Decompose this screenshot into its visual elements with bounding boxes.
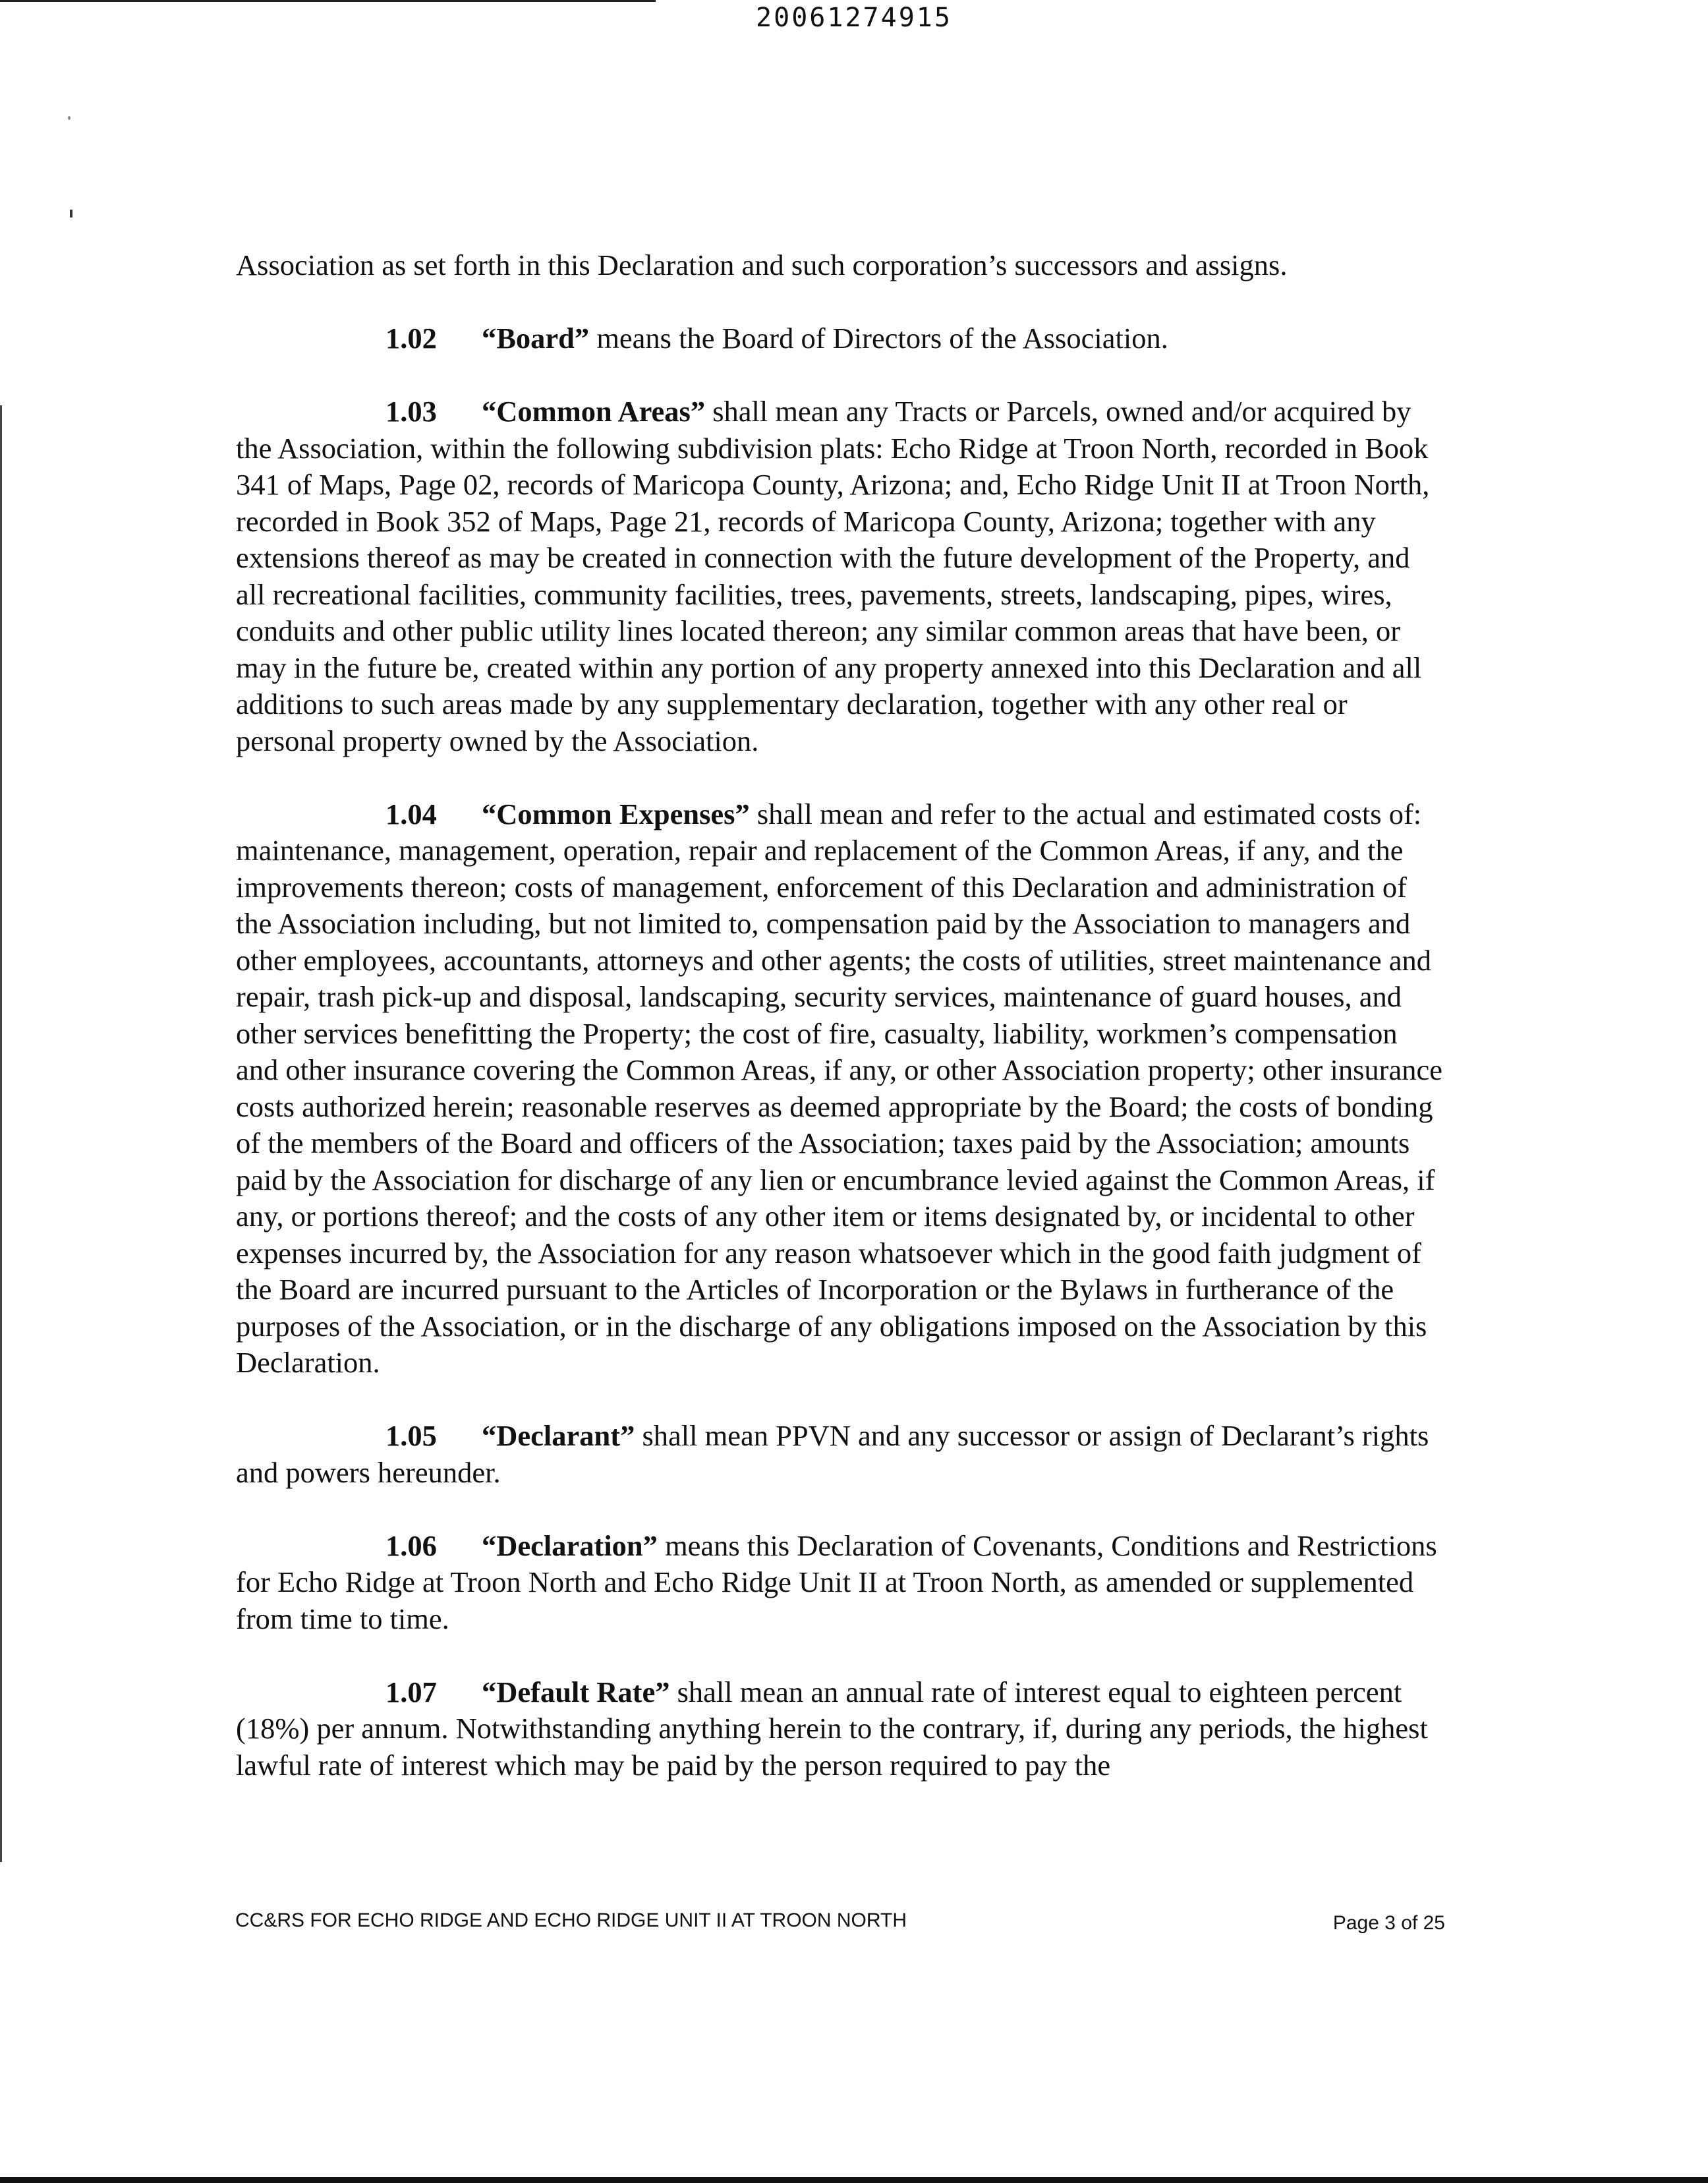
section-number: 1.04: [385, 797, 437, 830]
definition-1-07: [236, 1674, 1445, 1784]
definition-1-05: [236, 1418, 1445, 1491]
scan-edge-left: [0, 405, 2, 1862]
section-number: 1.05: [385, 1419, 437, 1452]
definition-text: shall mean PPVN and any successor or assign of Declarant’s rights and powers hereunder.: [236, 1419, 1429, 1489]
scan-speck: [68, 116, 71, 120]
defined-term: “Declaration”: [482, 1528, 658, 1562]
section-number: 1.02: [385, 322, 437, 355]
defined-term: “Declarant”: [482, 1419, 635, 1452]
document-body: [236, 247, 1445, 1820]
definition-text: shall mean an annual rate of interest equal to eighteen percent (18%) per annum. Notwithstanding anything herein to the contrary, if, during any periods, the highest lawful rate of interest which may be paid by the person required to pay the: [236, 1675, 1428, 1782]
definition-1-06: [236, 1528, 1445, 1638]
definition-1-02: [236, 320, 1445, 357]
footer-document-title: CC&RS FOR ECHO RIDGE AND ECHO RIDGE UNIT II AT TROON NORTH: [235, 1909, 907, 1931]
definition-text: means the Board of Directors of the Association.: [589, 322, 1168, 355]
scan-edge-bottom: [0, 2177, 1708, 2183]
definition-text: means this Declaration of Covenants, Conditions and Restrictions for Echo Ridge at Troon North and Echo Ridge Unit II at Troon North, as amended or supplemented from time to time.: [236, 1528, 1437, 1635]
definition-1-04: [236, 796, 1445, 1382]
section-number: 1.07: [385, 1675, 437, 1708]
defined-term: “Common Expenses”: [482, 797, 750, 830]
definition-1-03: [236, 393, 1445, 759]
scan-edge-top: [0, 0, 656, 2]
section-number: 1.06: [385, 1528, 437, 1562]
definition-text: shall mean any Tracts or Parcels, owned and/or acquired by the Association, within the following subdivision plats: Echo Ridge at Troon North, recorded in Book 341 of Maps, Page 02, records of Maricopa County, Arizona; and, Echo Ridge Unit II at Troon North, recorded in Book 352 of Maps, Page 21, records of Maricopa County, Arizona; together with any extensions thereof as may be created in connection with the future development of the Property, and all recreational facilities, community facilities, trees, pavements, streets, landscaping, pipes, wires, conduits and other public utility lines located thereon; any similar common areas that have been, or may in the future be, created within any portion of any property annexed into this Declaration and all additions to such areas made by any supplementary declaration, together with any other real or personal property owned by the Association.: [236, 395, 1430, 757]
footer-page-number: Page 3 of 25: [1332, 1912, 1445, 1934]
section-number: 1.03: [385, 395, 437, 428]
scan-speck: [70, 210, 72, 218]
recording-number: 20061274915: [756, 3, 952, 33]
defined-term: “Common Areas”: [482, 395, 706, 428]
defined-term: “Board”: [482, 322, 590, 355]
defined-term: “Default Rate”: [482, 1675, 670, 1708]
intro-paragraph: Association as set forth in this Declaration and such corporation’s successors and assigns.: [236, 248, 1288, 281]
definition-text: shall mean and refer to the actual and estimated costs of: maintenance, management, operation, repair and replacement of the Common Areas, if any, and the improvements thereon; costs of management, enforcement of this Declaration and administration of the Association including, but not limited to, compensation paid by the Association to managers and other employees, accountants, attorneys and other agents; the costs of utilities, street maintenance and repair, trash pick-up and disposal, landscaping, security services, maintenance of guard houses, and other services benefitting the Property; the cost of fire, casualty, liability, workmen’s compensation and other insurance covering the Common Areas, if any, or other Association property; other insurance costs authorized herein; reasonable reserves as deemed appropriate by the Board; the costs of bonding of the members of the Board and officers of the Association; taxes paid by the Association; amounts paid by the Association for discharge of any lien or encumbrance levied against the Common Areas, if any, or portions thereof; and the costs of any other item or items designated by, or incidental to other expenses incurred by, the Association for any reason whatsoever which in the good faith judgment of the Board are incurred pursuant to the Articles of Incorporation or the Bylaws in furtherance of the purposes of the Association, or in the discharge of any obligations imposed on the Association by this Declaration.: [236, 797, 1442, 1379]
